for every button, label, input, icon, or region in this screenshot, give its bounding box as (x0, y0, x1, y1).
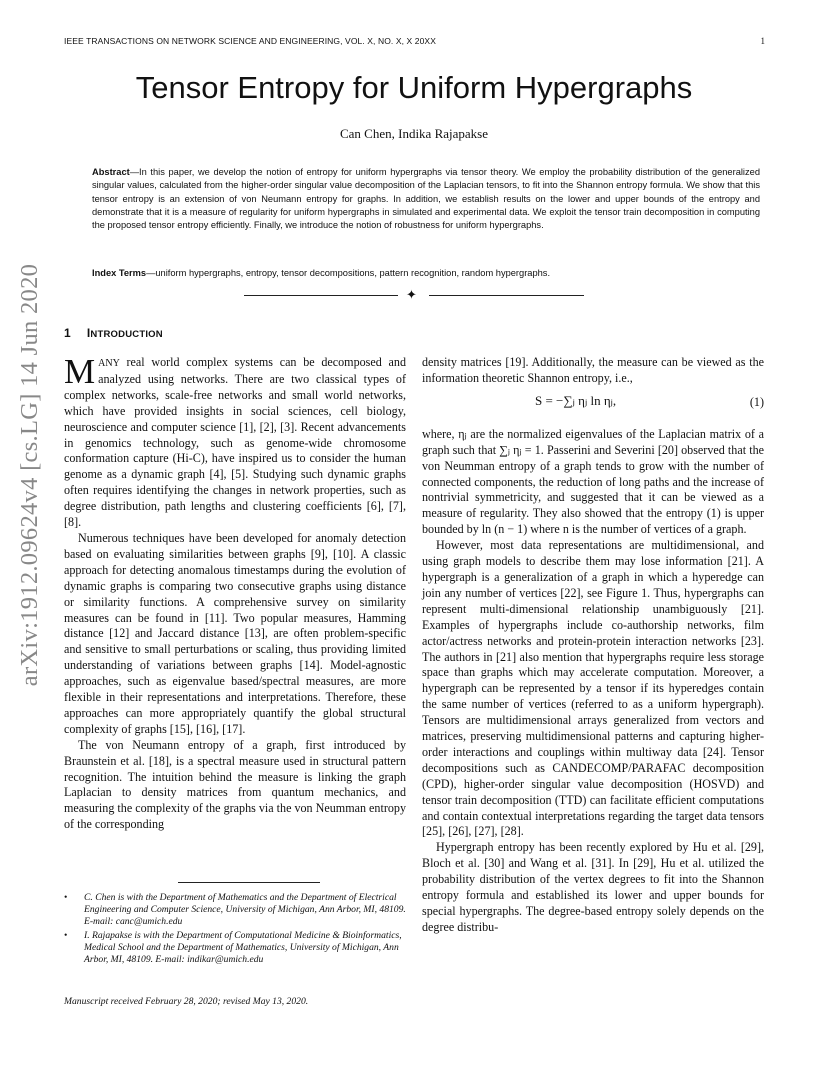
equation-body: S = −∑ⱼ ηⱼ ln ηⱼ, (535, 392, 617, 408)
page-number: 1 (760, 36, 765, 46)
paragraph-text: real world complex systems can be decomposed and analyzed using networks. There are two classical types of complex networks, scale-free networks and small world networks, which have provided insights in social sciences, cell biology, neuroscience and computer science [1], [2], [3]. Recent advancements in genomics technology, such as genome-wide chromosome conformation capture (Hi-C), have inspired us to consider the human genome as a dynamic graph [4], [5]. Studying such dynamic graphs often requires identifying the changes in network properties, such as degree distribution, path lengths and clustering coefficients [6], [7], [8]. (64, 355, 406, 530)
section-title-rest: NTRODUCTION (90, 329, 163, 340)
paragraph: density matrices [19]. Additionally, the measure can be viewed as the information theoretic Shannon entropy, i.e., (422, 355, 764, 385)
drop-cap: M (64, 352, 96, 391)
paragraph: Hypergraph entropy has been recently explored by Hu et al. [29], Bloch et al. [30] and Wang et al. [31]. In [29], Hu et al. utilized the probability distribution of the vertex degrees to fit into the Shannon entropy formula and established its lower and upper bounds for special hypergraphs. The degree-based entropy solely depends on the degree distribu- (422, 840, 764, 934)
paragraph: Numerous techniques have been developed for anomaly detection based on evaluating similarities between graphs [9], [10]. A classic approach for detecting anomalous timestamps during the evolution of dynamic graphs is comparing two consecutive graphs using distance or similarity functions. A comprehensive survey on similarity measures can be found in [11]. Two popular measures, Hamming distance [12] and Jaccard distance [13], are often problem-specific and sensitive to small perturbations or scaling, thus providing limited understanding of variations between graphs [14]. Model-agnostic approaches, such as eigenvalue based/spectral measures, are more flexible in their representations and interpretations. Therefore, these approaches can more appropriately quantify the global structural complexity of graphs [15], [16], [17]. (64, 530, 406, 736)
section-title-initial: I (86, 326, 91, 340)
manuscript-note: Manuscript received February 28, 2020; revised May 13, 2020. (64, 996, 309, 1007)
footnote (64, 930, 406, 967)
arxiv-stamp (10, 263, 50, 687)
arxiv-identifier: arXiv:1912.09624v4 [cs.LG] 14 Jun 2020 (16, 263, 43, 687)
author-list: Can Chen, Indika Rajapakse (339, 126, 488, 141)
section-heading (64, 326, 163, 340)
index-terms-text: —uniform hypergraphs, entropy, tensor decompositions, pattern recognition, random hypergraphs. (146, 268, 551, 278)
abstract (92, 166, 760, 232)
running-header: IEEE TRANSACTIONS ON NETWORK SCIENCE AND ENGINEERING, VOL. X, NO. X, X 20XX (64, 36, 436, 46)
footnote-rule (178, 882, 320, 883)
footnote-text: I. Rajapakse is with the Department of Computational Medicine & Bioinformatics, Medical School and the Department of Mathematics, University of Michigan, Ann Arbor, MI, 48109. E-mail: indikar@umich.edu (84, 929, 402, 966)
footnote-text: C. Chen is with the Department of Mathematics and the Department of Electrical Engineering and Computer Science, University of Michigan, Ann Arbor, MI, 48109. E-mail: canc@umich.edu (84, 892, 406, 928)
footnotes (64, 892, 406, 967)
abstract-label: Abstract (92, 167, 130, 177)
equation-number: (1) (749, 394, 764, 409)
footnote (64, 892, 406, 929)
bullet-icon: • (64, 929, 68, 941)
paragraph: The von Neumann entropy of a graph, first introduced by Braunstein et al. [18], is a spectral measure used in structural pattern recognition. The intuition behind the measure is linking the graph Laplacian to density matrices from quantum mechanics, and measuring the complexity of the graphs via the von Neumman entropy of the corresponding (64, 737, 406, 832)
section-divider (0, 289, 828, 303)
paper-title: Tensor Entropy for Uniform Hypergraphs (135, 70, 693, 105)
bullet-icon: • (64, 892, 68, 903)
equation (422, 387, 764, 427)
right-column (422, 355, 764, 936)
first-word-smallcaps: ANY (98, 358, 120, 369)
divider-line-right (429, 295, 584, 296)
divider-line-left (244, 295, 398, 296)
paragraph (64, 352, 406, 531)
divider-ornament-icon: ✦ (406, 287, 417, 302)
index-terms-label: Index Terms (92, 268, 147, 278)
section-number: 1 (64, 326, 71, 340)
paragraph: where, ηⱼ are the normalized eigenvalues of the Laplacian matrix of a graph such that ∑ⱼ ηⱼ = 1. Passerini and Severini [20] observed that the von Neumman entropy of a graph tends to grow with the number of connected components, the reduction of long paths and the increase of nontrivial symmetricity, and suggested that it can be viewed as a measure of regularity. They also showed that the entropy (1) is upper bounded by ln (n − 1) where n is the number of vertices of a graph. (422, 426, 764, 537)
paragraph: However, most data representations are multidimensional, and using graph models to describe them may lose information [21]. A hypergraph is a generalization of a graph in which a hyperedge can join any number of vertices [22], see Figure 1. Thus, hypergraphs can represent multi-dimensional relationship unambiguously [21]. Examples of hypergraphs include co-authorship networks, film actor/actress networks and protein-protein interaction networks [23]. The authors in [21] also mention that hypergraphs require less storage space than graphs which may accelerate computation. Moreover, a hypergraph can be represented by a tensor if its hyperedges contain the same number of vertices (referred to as a uniform hypergraph). Tensors are multidimensional arrays generalized from vectors and matrices, preserving multidimensional patterns and capturing higher-order interactions and couplings within multiway data [24]. Tensor decompositions such as CANDECOMP/PARAFAC decomposition (CPD), higher-order singular value decomposition (HOSVD) and tensor train decomposition (TTD) can facilitate efficient computations and contain contextual interpretations regarding the target data tensors [25], [26], [27], [28]. (422, 538, 764, 839)
index-terms (92, 268, 760, 278)
abstract-text: —In this paper, we develop the notion of entropy for uniform hypergraphs via tensor theory. We employ the probability distribution of the generalized singular values, calculated from the higher-order singular value decomposition of the Laplacian tensors, to fit into the Shannon entropy formula. We show that this tensor entropy is an extension of von Neumann entropy for graphs. In addition, we establish results on the lower and upper bounds of the entropy and demonstrate that it is a measure of regularity for uniform hypergraphs in simulated and experimental data. We exploit the tensor train decomposition in computing the proposed tensor entropy efficiently. Finally, we introduce the notion of robustness for uniform hypergraphs. (92, 167, 760, 231)
left-column (64, 352, 406, 833)
